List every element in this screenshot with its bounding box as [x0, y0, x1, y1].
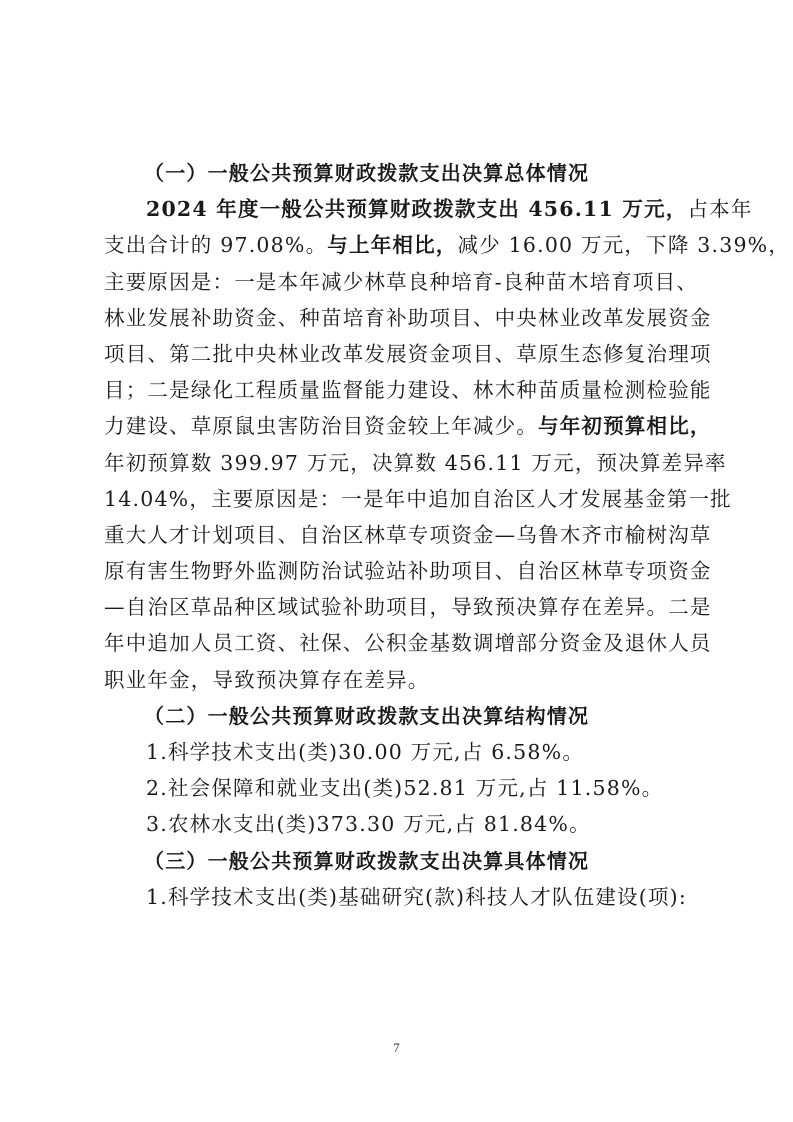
- paragraph-line: [104, 408, 712, 444]
- text-run: 14.04%，主要原因是：一是年中追加自治区人才发展基金第一批: [104, 486, 732, 511]
- paragraph-line: [104, 227, 791, 263]
- paragraph-line: [104, 517, 712, 553]
- paragraph-line: [104, 481, 732, 517]
- section-heading-2: （二）一般公共预算财政拨款支出决算结构情况: [144, 703, 590, 728]
- text-run: 林业发展补助资金、种苗培育补助项目、中央林业改革发展资金: [104, 305, 712, 330]
- paragraph-line: [104, 589, 712, 625]
- paragraph-line: [104, 445, 727, 481]
- text-run: 支出合计的 97.08%。: [104, 233, 328, 258]
- text-run: 年初预算数 399.97 万元，决算数 456.11 万元，预决算差异率: [104, 450, 727, 475]
- detail-item-1: 1.科学技术支出(类)基础研究(款)科技人才队伍建设(项):: [146, 884, 687, 909]
- structure-item-3: 3.农林水支出(类)373.30 万元,占 81.84%。: [146, 812, 591, 837]
- page-number: 7: [393, 1040, 400, 1055]
- text-run: —自治区草品种区域试验补助项目，导致预决算存在差异。二是: [104, 595, 712, 620]
- paragraph-line: [104, 300, 712, 336]
- text-run: 减少 16.00 万元，下降 3.39%，: [457, 233, 791, 258]
- text-run: 占本年: [687, 197, 753, 222]
- paragraph-line: [104, 553, 712, 589]
- bold-text: 2024 年度一般公共预算财政拨款支出 456.11 万元，: [146, 197, 688, 222]
- text-run: 年中追加人员工资、社保、公积金基数调增部分资金及退休人员: [104, 631, 712, 656]
- text-run: 重大人才计划项目、自治区林草专项资金—乌鲁木齐市榆树沟草: [104, 522, 712, 547]
- text-run: 力建设、草原鼠虫害防治目资金较上年减少。: [104, 414, 538, 439]
- section-1-body: [104, 191, 791, 698]
- paragraph-line: [104, 191, 753, 227]
- document-page: [104, 155, 791, 915]
- bold-text: 与年初预算相比，: [538, 414, 712, 439]
- paragraph-line: [104, 264, 699, 300]
- text-run: 项目、第二批中央林业改革发展资金项目、草原生态修复治理项: [104, 341, 712, 366]
- paragraph-line: [104, 662, 692, 698]
- section-heading-3: （三）一般公共预算财政拨款支出决算具体情况: [144, 848, 590, 873]
- text-run: 职业年金，导致预决算存在差异。: [104, 667, 430, 692]
- paragraph-line: [104, 625, 712, 661]
- bold-text: 与上年相比，: [327, 233, 458, 258]
- paragraph-line: [104, 336, 712, 372]
- structure-item-1: 1.科学技术支出(类)30.00 万元,占 6.58%。: [146, 740, 585, 764]
- section-heading-1: （一）一般公共预算财政拨款支出决算总体情况: [144, 161, 590, 185]
- text-run: 目；二是绿化工程质量监督能力建设、林木种苗质量检测检验能: [104, 378, 712, 403]
- text-run: 原有害生物野外监测防治试验站补助项目、自治区林草专项资金: [104, 559, 712, 584]
- paragraph-line: [104, 372, 712, 408]
- text-run: 主要原因是：一是本年减少林草良种培育-良种苗木培育项目、: [104, 269, 699, 294]
- structure-item-2: 2.社会保障和就业支出(类)52.81 万元,占 11.58%。: [146, 776, 664, 801]
